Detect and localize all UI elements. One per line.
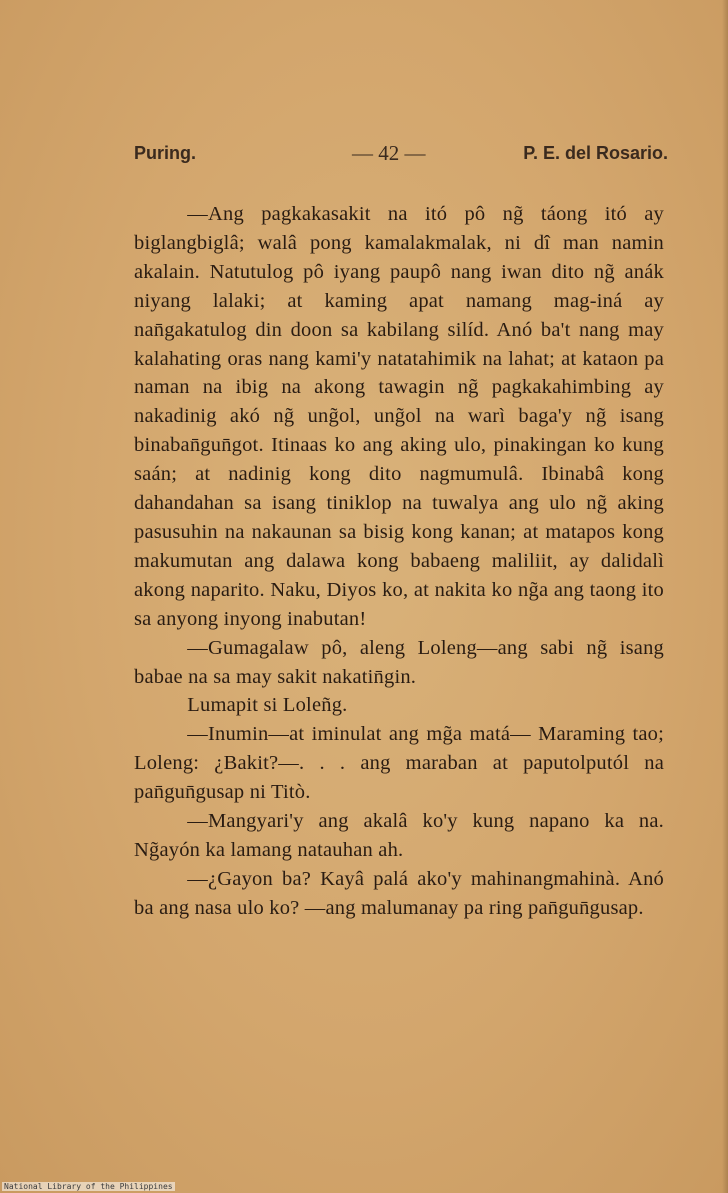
body-text xyxy=(134,200,664,923)
running-header xyxy=(134,143,668,171)
paragraph: Lumapit si Loleñg. xyxy=(187,694,348,717)
paragraph: —Inumin—at iminulat ang mg̃a matá— Maraming tao; Loleng: ¿Bakit?—. . . ang maraban at paputolputól na pan̄gun̄gusap ni Titò. xyxy=(134,723,664,804)
paragraph: —¿Gayon ba? Kayâ palá ako'y mahinangmahinà. Anó ba ang nasa ulo ko? —ang malumanay pa ring pan̄gun̄gusap. xyxy=(134,867,664,919)
library-watermark: National Library of the Philippines xyxy=(4,1182,173,1191)
page-edge-shadow xyxy=(722,0,728,1193)
paragraph: —Mangyari'y ang akalâ ko'y kung napano ka na. Ng̃ayón ka lamang natauhan ah. xyxy=(134,810,664,861)
header-author: P. E. del Rosario. xyxy=(523,143,668,163)
header-title: Puring. xyxy=(134,143,196,163)
page-number: — 42 — xyxy=(352,141,426,165)
paragraph: —Ang pagkakasakit na itó pô ng̃ táong itó ay biglangbiglâ; walâ pong kamalakmalak, ni dî man namin akalain. Natutulog pô iyang paupô nang iwan dito ng̃ anák niyang lalaki; at kaming apat namang mag-iná ay nan̄gakatulog din doon sa kabilang silíd. Anó ba't nang may kalahating oras nang kami'y natatahimik na lahat; at kataon pa naman na ibig na akong tawagin ng̃ pagkakahimbing ay nakadinig akó ng̃ ung̃ol, ung̃ol na warì baga'y ng̃ isang binaban̄gun̄got. Itinaas ko ang aking ulo, pinakingan ko kung saán; at nadinig kong dito nagmumulâ. Ibinabâ kong dahandahan sa isang tiniklop na tuwalya ang ulo ng̃ aking pasusuhin na nakaunan sa bisig kong kanan; at matapos kong makumutan ang dalawa kong babaeng maliliit, ay dalidalì akong naparito. Naku, Diyos ko, at nakita ko ng̃a ang taong ito sa anyong inyong inabutan! xyxy=(134,203,664,630)
paragraph: —Gumagalaw pô, aleng Loleng—ang sabi ng̃ isang babae na sa may sakit nakatin̄gin. xyxy=(134,636,664,688)
